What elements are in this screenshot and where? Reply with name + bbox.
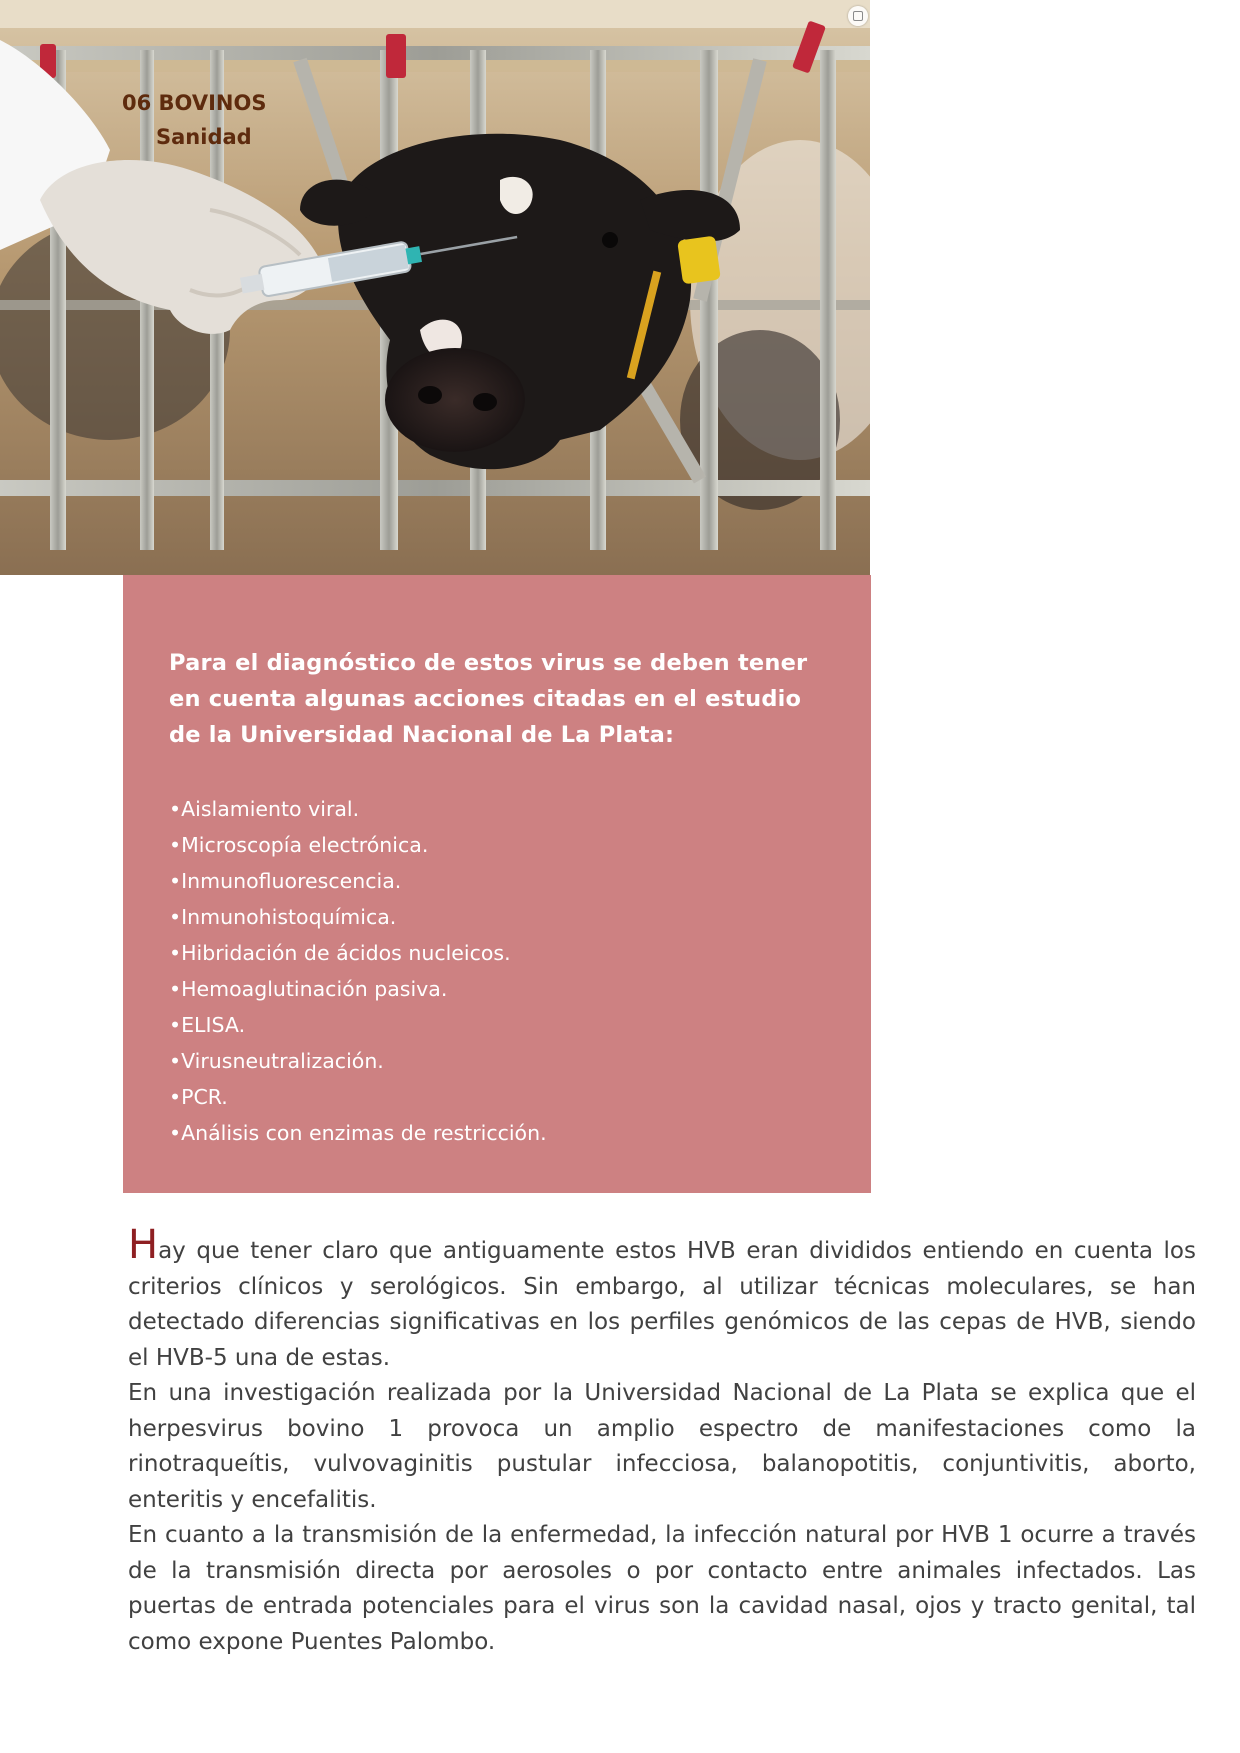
list-item: • ELISA. — [169, 1007, 825, 1043]
article-paragraph-2: En una investigación realizada por la Universidad Nacional de La Plata se explica que el herpesvirus bovino 1 provoca un amplio espectro de manifestaciones como la rinotraqueítis, vulvovaginitis pustular infecciosa, balanopotitis, conjuntivitis, aborto, enteritis y encefalitis. — [128, 1380, 1196, 1513]
list-item: • PCR. — [169, 1079, 825, 1115]
section-number-title: 06 BOVINOS — [122, 91, 267, 115]
list-item: • Inmunofluorescencia. — [169, 863, 825, 899]
article-paragraph-1 — [128, 1222, 1196, 1376]
list-item: • Virusneutralización. — [169, 1043, 825, 1079]
hero-photo — [0, 0, 870, 575]
paragraph-1-text: ay que tener claro que antiguamente estos HVB eran divididos entiendo en cuenta los criterios clínicos y serológicos. Sin embargo, al utilizar técnicas moleculares, se han detectado diferencias significativas en los perfiles genómicos de las cepas de HVB, siendo el HVB-5 una de estas. — [128, 1238, 1196, 1371]
list-item: • Aislamiento viral. — [169, 791, 825, 827]
section-subtitle: Sanidad — [156, 125, 252, 149]
list-item: • Hibridación de ácidos nucleicos. — [169, 935, 825, 971]
diagnosis-panel — [123, 575, 871, 1193]
article-paragraph-3: En cuanto a la transmisión de la enfermedad, la infección natural por HVB 1 ocurre a través de la transmisión directa por aerosoles o por contacto entre animales infectados. Las puertas de entrada potenciales para el virus son la cavidad nasal, ojos y tracto genital, tal como expone Puentes Palombo. — [128, 1522, 1196, 1655]
list-item: • Hemoaglutinación pasiva. — [169, 971, 825, 1007]
list-item: • Análisis con enzimas de restricción. — [169, 1115, 825, 1151]
diagnosis-method-list — [169, 791, 825, 1151]
expand-image-icon[interactable] — [848, 6, 868, 26]
list-item: • Inmunohistoquímica. — [169, 899, 825, 935]
section-tag — [122, 86, 266, 154]
panel-intro: Para el diagnóstico de estos virus se deben tener en cuenta algunas acciones citadas en el estudio de la Universidad Nacional de La Plata: — [169, 650, 808, 748]
drop-cap: H — [128, 1222, 159, 1268]
list-item: • Microscopía electrónica. — [169, 827, 825, 863]
article-body — [128, 1222, 1196, 1660]
